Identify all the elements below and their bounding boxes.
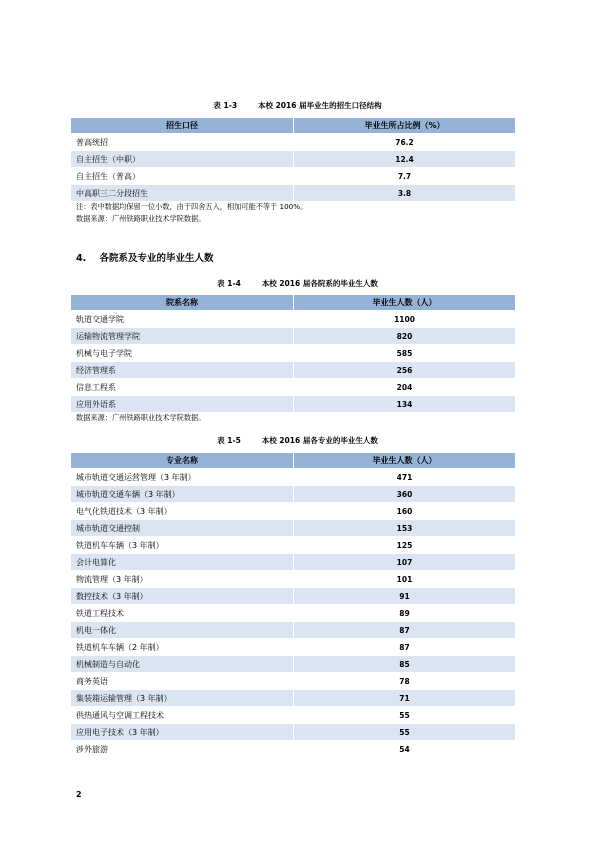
- table-header-cell: 毕业生人数（人）: [294, 295, 516, 311]
- table-header-cell: 毕业生所占比例（%）: [294, 118, 516, 134]
- row-value-cell: 125: [396, 540, 413, 550]
- row-value-cell: 54: [399, 744, 410, 754]
- table-row: [71, 469, 515, 486]
- row-value-cell: 55: [399, 710, 410, 720]
- table-1-4-caption: 表 1-4 本校 2016 届各院系的毕业生人数: [217, 279, 378, 288]
- table-row: [71, 673, 515, 690]
- table-row: [71, 605, 515, 622]
- row-label-cell: 应用外语系: [71, 396, 294, 413]
- row-value-cell: 256: [294, 362, 516, 379]
- table-1-4-source: 数据来源：广州铁路职业技术学院数据。: [76, 413, 206, 422]
- row-value-cell: 360: [294, 486, 516, 503]
- table-header-cell: 毕业生人数（人）: [294, 453, 516, 469]
- table-row: [71, 588, 515, 605]
- table-1-4: [71, 295, 515, 413]
- row-value-cell: 91: [294, 588, 516, 605]
- table-row: [71, 503, 515, 520]
- table-row: [71, 571, 515, 588]
- table-row: [71, 345, 515, 362]
- table-1-4-body: [71, 311, 515, 413]
- row-label-cell: 应用电子技术（3 年制）: [71, 724, 294, 741]
- row-label-cell: 自主招生（普高）: [71, 168, 294, 185]
- row-value-cell: 78: [399, 676, 410, 686]
- row-label-cell: 中高职三二分段招生: [71, 185, 294, 202]
- row-value-cell: 160: [396, 506, 413, 516]
- row-value-cell: 204: [396, 382, 413, 392]
- table-header-row: [71, 295, 515, 311]
- row-label-cell: 普高统招: [71, 134, 294, 151]
- table-row: [71, 622, 515, 639]
- table-header-cell: 招生口径: [71, 118, 294, 134]
- table-row: [71, 537, 515, 554]
- row-label-cell: 供热通风与空调工程技术: [71, 707, 294, 724]
- row-label-cell: 商务英语: [71, 673, 294, 690]
- table-header-row: [71, 118, 515, 134]
- table-1-3-caption: 表 1-3 本校 2016 届毕业生的招生口径结构: [213, 101, 382, 110]
- row-label-cell: 铁道机车车辆（3 年制）: [71, 537, 294, 554]
- row-label-cell: 铁道工程技术: [71, 605, 294, 622]
- table-header-cell: 院系名称: [71, 295, 294, 311]
- table-row: [71, 379, 515, 396]
- row-value-cell: 153: [294, 520, 516, 537]
- row-value-cell: 585: [396, 348, 413, 358]
- table-row: [71, 554, 515, 571]
- row-value-cell: 76.2: [395, 137, 414, 147]
- row-label-cell: 机电一体化: [71, 622, 294, 639]
- table-row: [71, 362, 515, 379]
- row-label-cell: 自主招生（中职）: [71, 151, 294, 168]
- row-label-cell: 城市轨道交通车辆（3 年制）: [71, 486, 294, 503]
- row-value-cell: 87: [399, 642, 410, 652]
- row-label-cell: 电气化铁道技术（3 年制）: [71, 503, 294, 520]
- row-value-cell: 134: [294, 396, 516, 413]
- table-row: [71, 486, 515, 503]
- table-row: [71, 520, 515, 537]
- table-row: [71, 168, 515, 185]
- table-row: [71, 396, 515, 413]
- table-row: [71, 639, 515, 656]
- row-label-cell: 涉外旅游: [71, 741, 294, 758]
- table-row: [71, 185, 515, 202]
- row-value-cell: 71: [294, 690, 516, 707]
- table-row: [71, 724, 515, 741]
- row-value-cell: 55: [294, 724, 516, 741]
- table-row: [71, 741, 515, 758]
- row-label-cell: 城市轨道交通控制: [71, 520, 294, 537]
- row-label-cell: 信息工程系: [71, 379, 294, 396]
- row-value-cell: 87: [294, 622, 516, 639]
- table-header-cell: 专业名称: [71, 453, 294, 469]
- row-label-cell: 运输物流管理学院: [71, 328, 294, 345]
- table-1-5-body: [71, 469, 515, 758]
- table-row: [71, 151, 515, 168]
- row-label-cell: 机械制造与自动化: [71, 656, 294, 673]
- table-header-row: [71, 453, 515, 469]
- page-number: 2: [76, 790, 82, 799]
- row-label-cell: 机械与电子学院: [71, 345, 294, 362]
- row-label-cell: 会计电算化: [71, 554, 294, 571]
- row-label-cell: 集装箱运输管理（3 年制）: [71, 690, 294, 707]
- row-value-cell: 107: [294, 554, 516, 571]
- table-1-3: [71, 118, 515, 202]
- table-row: [71, 656, 515, 673]
- row-label-cell: 轨道交通学院: [71, 311, 294, 328]
- row-value-cell: 89: [399, 608, 410, 618]
- table-row: [71, 707, 515, 724]
- row-label-cell: 数控技术（3 年制）: [71, 588, 294, 605]
- row-label-cell: 物流管理（3 年制）: [71, 571, 294, 588]
- table-1-3-body: [71, 134, 515, 202]
- row-label-cell: 铁道机车车辆（2 年制）: [71, 639, 294, 656]
- row-value-cell: 12.4: [294, 151, 516, 168]
- table-row: [71, 690, 515, 707]
- row-label-cell: 经济管理系: [71, 362, 294, 379]
- row-value-cell: 3.8: [294, 185, 516, 202]
- table-row: [71, 311, 515, 328]
- table-1-3-source: 数据来源：广州铁路职业技术学院数据。: [76, 214, 206, 223]
- row-value-cell: 820: [294, 328, 516, 345]
- table-1-3-note: 注：表中数据均保留一位小数，由于四舍五入，相加可能不等于 100%。: [76, 202, 308, 211]
- row-value-cell: 101: [396, 574, 413, 584]
- table-1-5: [71, 453, 515, 758]
- section-heading: 4. 各院系及专业的毕业生人数: [76, 253, 214, 264]
- row-value-cell: 1100: [394, 314, 415, 324]
- row-value-cell: 85: [294, 656, 516, 673]
- table-row: [71, 134, 515, 151]
- row-label-cell: 城市轨道交通运营管理（3 年制）: [71, 469, 294, 486]
- row-value-cell: 7.7: [397, 171, 412, 181]
- row-value-cell: 471: [396, 472, 413, 482]
- table-row: [71, 328, 515, 345]
- table-1-5-caption: 表 1-5 本校 2016 届各专业的毕业生人数: [217, 436, 378, 445]
